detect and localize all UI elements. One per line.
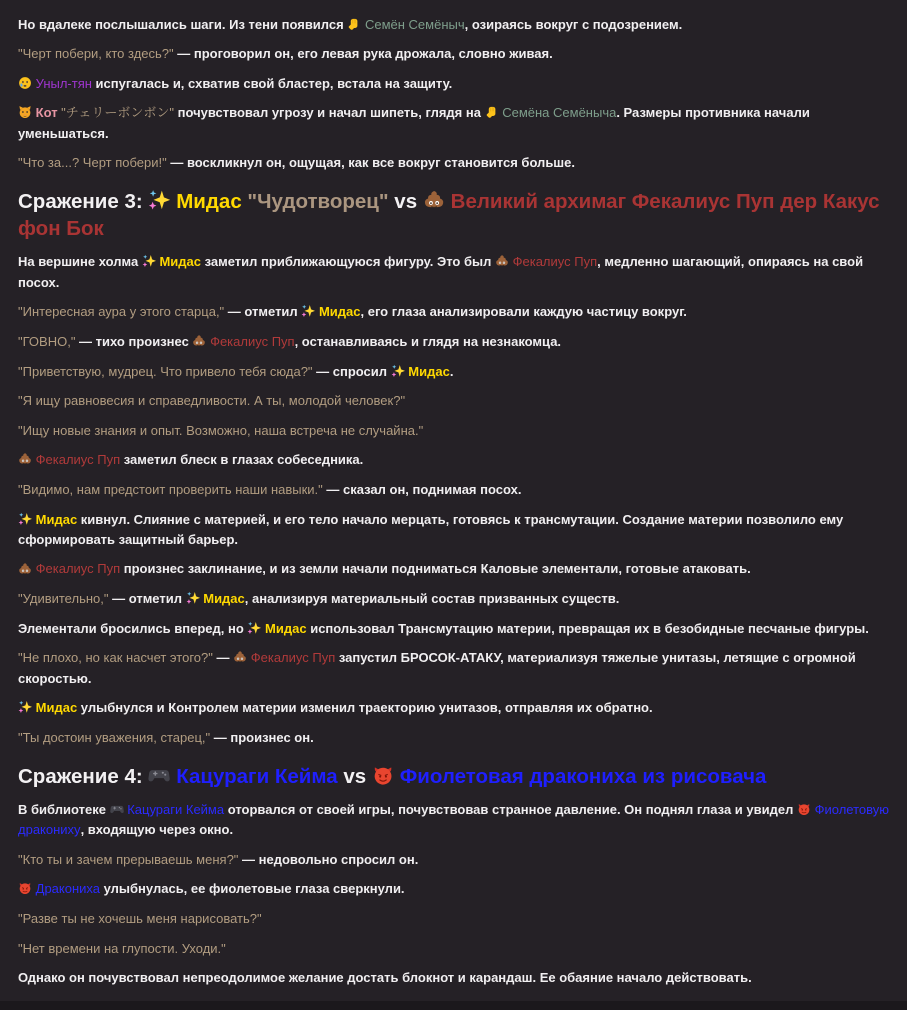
character-name: Дракониха [32,881,100,897]
text-span: — произнес он. [213,729,314,745]
poop-icon [495,254,509,268]
character-name: Мидас [155,254,201,270]
text-span: , анализируя материальный состав призванных существ. [244,591,620,607]
text-span: — спросил [316,363,391,379]
text-span: "Ищу новые знания и опыт. Возможно, наша встреча не случайна." [18,422,424,438]
text-span: — воскликнул он, ощущая, как все вокруг становится больше. [170,155,575,171]
text-span: , медленно шагающий, опираясь на свой посох. [18,254,864,290]
text-span: vs [337,764,372,788]
character-name: Фиолетовая дракониха из рисовача [394,764,767,788]
text-span: "Кто ты и зачем прерываешь меня?" [18,851,243,867]
text-span: , останавливаясь и глядя на незнакомца. [294,333,562,349]
story-paragraph [18,879,889,899]
battle-3-heading [18,188,889,242]
text-span: почувствовал угрозу и начал шипеть, глядя на [174,105,485,121]
text-span: произнес заклинание, и из земли начали подниматься Каловые элементали, готовые атаковать. [120,561,751,577]
sparkles-icon [18,512,32,526]
text-span: "Нет времени на глупости. Уходи." [18,940,226,956]
text-span: "Удивительно," [18,591,113,607]
story-paragraph [18,850,889,870]
sparkles-icon [247,621,261,635]
text-span: кивнул. Слияние с материей, и его тело начало мерцать, готовясь к трансмутации. Создание материи позволило ему сформировать защитный барьер. [18,511,844,547]
raised-hand-icon [347,17,361,31]
story-paragraph [18,252,889,292]
story-paragraph [18,362,889,382]
story-paragraph [18,619,889,639]
text-span: — отметил [227,304,302,320]
character-name: Фекалиус Пуп [32,561,121,577]
text-span: В библиотеке [18,802,110,818]
story-paragraph [18,391,889,411]
story-paragraph [18,44,889,64]
text-span: . Размеры противника начали уменьшаться. [18,105,810,141]
text-span: Сражение 3: [18,190,149,214]
story-paragraph [18,510,889,550]
story-paragraph [18,480,889,500]
character-name: Мидас [32,511,78,527]
controller-icon [148,764,170,786]
story-paragraph [18,302,889,322]
story-paragraph [18,589,889,609]
story-paragraph [18,450,889,470]
text-span: "Приветствую, мудрец. Что привело тебя сюда?" [18,363,317,379]
story-paragraph [18,909,889,929]
story-paragraph [18,332,889,352]
text-span: использовал Трансмутацию материи, превращая их в безобидные песчаные фигуры. [306,620,869,636]
text-span: — тихо произнес [79,333,193,349]
poop-icon [18,452,32,466]
poop-icon [18,562,32,576]
character-name: Мидас [199,591,245,607]
text-span: заметил блеск в глазах собеседника. [120,452,364,468]
text-span: Сражение 4: [18,764,149,788]
story-paragraph [18,74,889,94]
text-span: запустил БРОСОК-АТАКУ, материализуя тяжелые унитазы, летящие с огромной скоростью. [18,650,856,686]
text-span: заметил приближающуюся фигуру. Это был [201,254,495,270]
crying-face-icon [18,76,32,90]
character-name: Семён Семёныч [361,16,465,32]
text-span: "Я ищу равновесия и справедливости. А ты, молодой человек?" [18,393,406,409]
character-name: Фекалиус Пуп [509,254,598,270]
text-span: . [449,363,454,379]
cat-face-icon [18,105,32,119]
text-span: "Что за...? Черт побери!" [18,155,171,171]
battle-4-heading [18,763,889,790]
poop-icon [233,650,247,664]
text-span: vs [388,190,423,214]
text-span: "Ты достоин уважения, старец," [18,729,214,745]
sparkles-icon [148,189,170,211]
character-name: Кот [32,105,58,121]
poop-icon [192,334,206,348]
text-span: Элементали бросились вперед, но [18,620,248,636]
text-span: — недовольно спросил он. [242,851,419,867]
character-name: Мидас [170,190,242,214]
character-name: Кацураги Кейма [170,764,338,788]
character-name: Великий архимаг Фекалиус Пуп дер Какус фон Бок [18,190,880,241]
story-paragraph [18,103,889,143]
character-name: Семёна Семёныча [498,105,617,121]
character-name: Фекалиус Пуп [32,452,121,468]
text-span: — сказал он, поднимая посох. [326,482,522,498]
character-name: Кацураги Кейма [123,802,225,818]
text-span: , озираясь вокруг с подозрением. [464,16,683,32]
text-span: — проговорил он, его левая рука дрожала, словно живая. [177,46,553,62]
story-paragraph [18,728,889,748]
text-span: "Черт побери, кто здесь?" [18,46,178,62]
story-paragraph [18,968,889,988]
raised-hand-icon [485,105,499,119]
devil-icon [372,764,394,786]
text-span: "チェリーボンボン" [57,105,175,121]
story-paragraph [18,800,889,840]
devil-icon [797,802,811,816]
text-span: испугалась и, схватив свой бластер, встала на защиту. [91,75,453,91]
text-span: "Видимо, нам предстоит проверить наши навыки." [18,482,327,498]
text-span: На вершине холма [18,254,142,270]
story-paragraph [18,15,889,35]
story-paragraph [18,648,889,688]
character-name: Фекалиус Пуп [247,650,336,666]
character-name: Фекалиус Пуп [206,333,295,349]
text-span: "Интересная аура у этого старца," [18,304,228,320]
text-span: — [216,650,234,666]
text-span: Но вдалеке послышались шаги. Из тени появился [18,16,348,32]
text-span: "ГОВНО," [18,333,80,349]
devil-icon [18,881,32,895]
character-name: Фиолетовую дракониху [18,802,889,838]
character-name: Мидас [32,700,78,716]
text-span: , входящую через окно. [80,822,234,838]
character-name: Мидас [404,363,450,379]
sparkles-icon [301,304,315,318]
character-name: Мидас [261,620,307,636]
text-span: "Чудотворец" [241,190,389,214]
story-paragraph [18,559,889,579]
sparkles-icon [391,364,405,378]
poop-icon [423,189,445,211]
text-span: оторвался от своей игры, почувствовав странное давление. Он поднял глаза и увидел [224,802,797,818]
story-paragraph [18,698,889,718]
text-span: — отметил [112,591,186,607]
character-name: Уныл-тян [32,75,92,91]
story-paragraph [18,153,889,173]
sparkles-icon [18,700,32,714]
story-paragraph [18,421,889,441]
text-span: улыбнулся и Контролем материи изменил траекторию унитазов, отправляя их обратно. [77,700,653,716]
text-span: , его глаза анализировали каждую частицу вокруг. [360,304,687,320]
sparkles-icon [186,591,200,605]
text-span: Однако он почувствовал непреодолимое желание достать блокнот и карандаш. Ее обаяние начало действовать. [18,970,752,986]
story-paragraph [18,939,889,959]
text-span: "Не плохо, но как насчет этого?" [18,650,217,666]
controller-icon [110,802,124,816]
character-name: Мидас [315,304,361,320]
text-span: "Разве ты не хочешь меня нарисовать?" [18,911,262,927]
sparkles-icon [142,254,156,268]
bottom-strip [0,1001,907,1010]
text-span: улыбнулась, ее фиолетовые глаза сверкнули. [100,881,405,897]
